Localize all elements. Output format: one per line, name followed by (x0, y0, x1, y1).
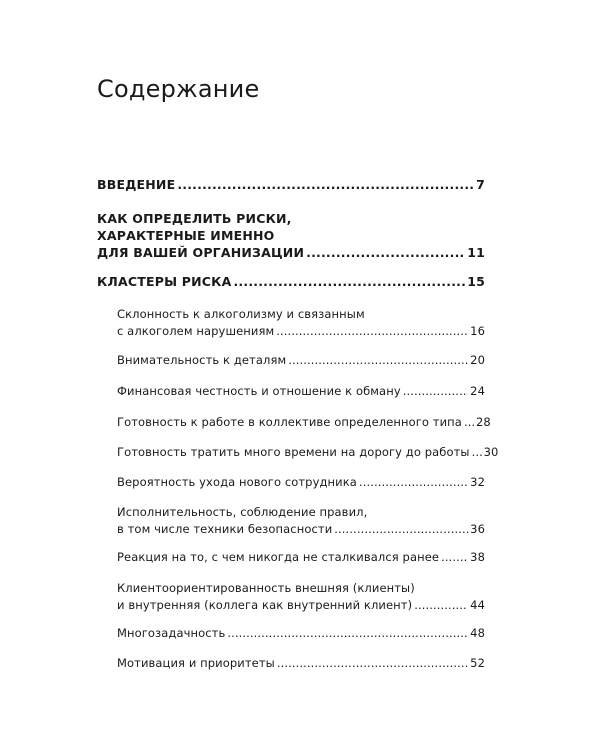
toc-page-number: 32 (470, 475, 485, 489)
toc-subentry-motivation[interactable] (117, 655, 485, 672)
toc-subentry-alcohol[interactable] (117, 306, 485, 340)
dot-leader (414, 597, 468, 614)
toc-page-number: 48 (470, 626, 485, 640)
toc-entry-title: ВВЕДЕНИЕ (97, 177, 176, 192)
toc-entry-title: Многозадачность (117, 626, 226, 640)
toc-page-number: 24 (470, 384, 485, 398)
toc-subentry-commute[interactable] (117, 444, 499, 461)
dot-leader (464, 414, 474, 431)
toc-entry-title: Готовность к работе в коллективе определенного типа (117, 415, 462, 429)
toc-page-number: 28 (475, 415, 491, 429)
dot-leader (177, 176, 474, 193)
dot-leader (288, 352, 468, 369)
toc-subentry-diligence[interactable] (117, 504, 485, 538)
toc-page-number: 11 (467, 245, 485, 260)
dot-leader (403, 383, 468, 400)
toc-entry-title: Вероятность ухода нового сотрудника (117, 475, 357, 489)
toc-entry-title: Внимательность к деталям (117, 353, 287, 367)
toc-subentry-honesty[interactable] (117, 383, 485, 400)
dot-leader (227, 625, 468, 642)
toc-entry-title-line: ДЛЯ ВАШЕЙ ОРГАНИЗАЦИИ (97, 245, 305, 260)
toc-entry-title-line: Исполнительность, соблюдение правил, (117, 505, 368, 519)
toc-entry-title-line: ХАРАКТЕРНЫЕ ИМЕННО (97, 228, 275, 243)
toc-entry-define-risks[interactable] (97, 210, 485, 261)
toc-entry-title-line: и внутренняя (коллега как внутренний клиент) (117, 598, 413, 612)
toc-entry-title: Мотивация и приоритеты (117, 656, 275, 670)
toc-subentry-client-orientation[interactable] (117, 580, 485, 614)
toc-subentry-turnover[interactable] (117, 474, 485, 491)
toc-page-number: 30 (483, 445, 499, 459)
toc-entry-title-line: Склонность к алкоголизму и связанным (117, 307, 365, 321)
toc-entry-title: КЛАСТЕРЫ РИСКА (97, 274, 232, 289)
toc-page-number: 20 (470, 353, 485, 367)
dot-leader (276, 323, 468, 340)
dot-leader (277, 655, 468, 672)
toc-entry-introduction[interactable] (97, 176, 485, 193)
toc-subentry-attention[interactable] (117, 352, 485, 369)
toc-subentry-teamwork[interactable] (117, 414, 491, 431)
dot-leader (334, 521, 468, 538)
toc-entry-title: Реакция на то, с чем никогда не сталкивался ранее (117, 550, 440, 564)
dot-leader (359, 474, 468, 491)
toc-page-number: 36 (470, 522, 485, 536)
toc-page-number: 52 (470, 656, 485, 670)
toc-page-number: 38 (470, 550, 485, 564)
dot-leader (472, 444, 482, 461)
toc-entry-title-line: в том числе техники безопасности (117, 522, 333, 536)
toc-page-number: 15 (467, 274, 485, 289)
toc-entry-title-line: КАК ОПРЕДЕЛИТЬ РИСКИ, (97, 211, 292, 226)
dot-leader (233, 273, 465, 290)
toc-page-number: 16 (470, 324, 485, 338)
page-title: Содержание (97, 75, 260, 103)
toc-entry-title: Финансовая честность и отношение к обману (117, 384, 401, 398)
dot-leader (306, 244, 465, 261)
toc-subentry-novelty-reaction[interactable] (117, 549, 485, 566)
toc-page-number: 44 (470, 598, 485, 612)
toc-entry-risk-clusters[interactable] (97, 273, 485, 290)
toc-entry-title-line: с алкоголем нарушениям (117, 324, 275, 338)
toc-entry-title: Готовность тратить много времени на дорогу до работы (117, 445, 470, 459)
toc-page-number: 7 (476, 177, 485, 192)
toc-subentry-multitasking[interactable] (117, 625, 485, 642)
toc-entry-title-line: Клиентоориентированность внешняя (клиенты) (117, 581, 415, 595)
dot-leader (441, 549, 468, 566)
